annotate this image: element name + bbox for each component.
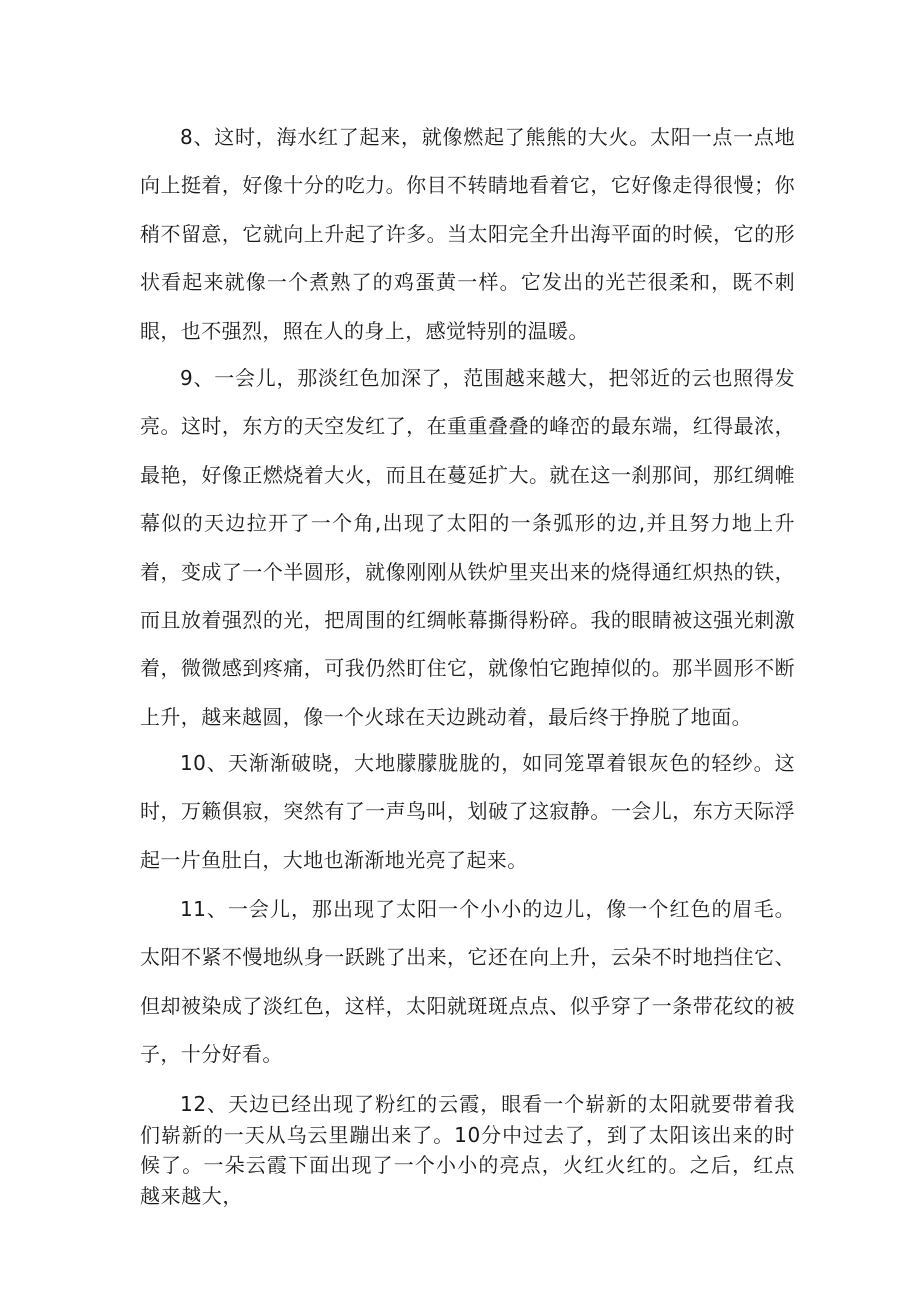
paragraph-12: 12、天边已经出现了粉红的云霞，眼看一个崭新的太阳就要带着我们崭新的一天从乌云里蹦出来了。10分中过去了，到了太阳该出来的时候了。一朵云霞下面出现了一个小小的亮点，火红火红的。之后，红点越来越大，	[140, 1092, 795, 1208]
paragraph-9: 9、一会儿，那淡红色加深了，范围越来越大，把邻近的云也照得发亮。这时，东方的天空发红了，在重重叠叠的峰峦的最东端，红得最浓，最艳，好像正燃烧着大火，而且在蔓延扩大。就在这一刹那间，那红绸帷幕似的天边拉开了一个角,出现了太阳的一条弧形的边,并且努力地上升着，变成了一个半圆形，就像刚刚从铁炉里夹出来的烧得通红炽热的铁，而且放着强烈的光，把周围的红绸帐幕撕得粉碎。我的眼睛被这强光刺激着，微微感到疼痛，可我仍然盯住它，就像怕它跑掉似的。那半圆形不断上升，越来越圆，像一个火球在天边跳动着，最后终于挣脱了地面。	[140, 366, 795, 729]
paragraph-10: 10、天渐渐破晓，大地朦朦胧胧的，如同笼罩着银灰色的轻纱。这时，万籁俱寂，突然有了一声鸟叫，划破了这寂静。一会儿，东方天际浮起一片鱼肚白，大地也渐渐地光亮了起来。	[140, 751, 795, 872]
paragraph-11: 11、一会儿，那出现了太阳一个小小的边儿，像一个红色的眉毛。太阳不紧不慢地纵身一跃跳了出来，它还在向上升，云朵不时地挡住它、但却被染成了淡红色，这样，太阳就斑斑点点、似乎穿了一条带花纹的被子，十分好看。	[140, 897, 795, 1067]
paragraph-8: 8、这时，海水红了起来，就像燃起了熊熊的大火。太阳一点一点地向上挺着，好像十分的吃力。你目不转睛地看着它，它好像走得很慢；你稍不留意，它就向上升起了许多。当太阳完全升出海平面的时候，它的形状看起来就像一个煮熟了的鸡蛋黄一样。它发出的光芒很柔和，既不刺眼，也不强烈，照在人的身上，感觉特别的温暖。	[140, 125, 795, 343]
